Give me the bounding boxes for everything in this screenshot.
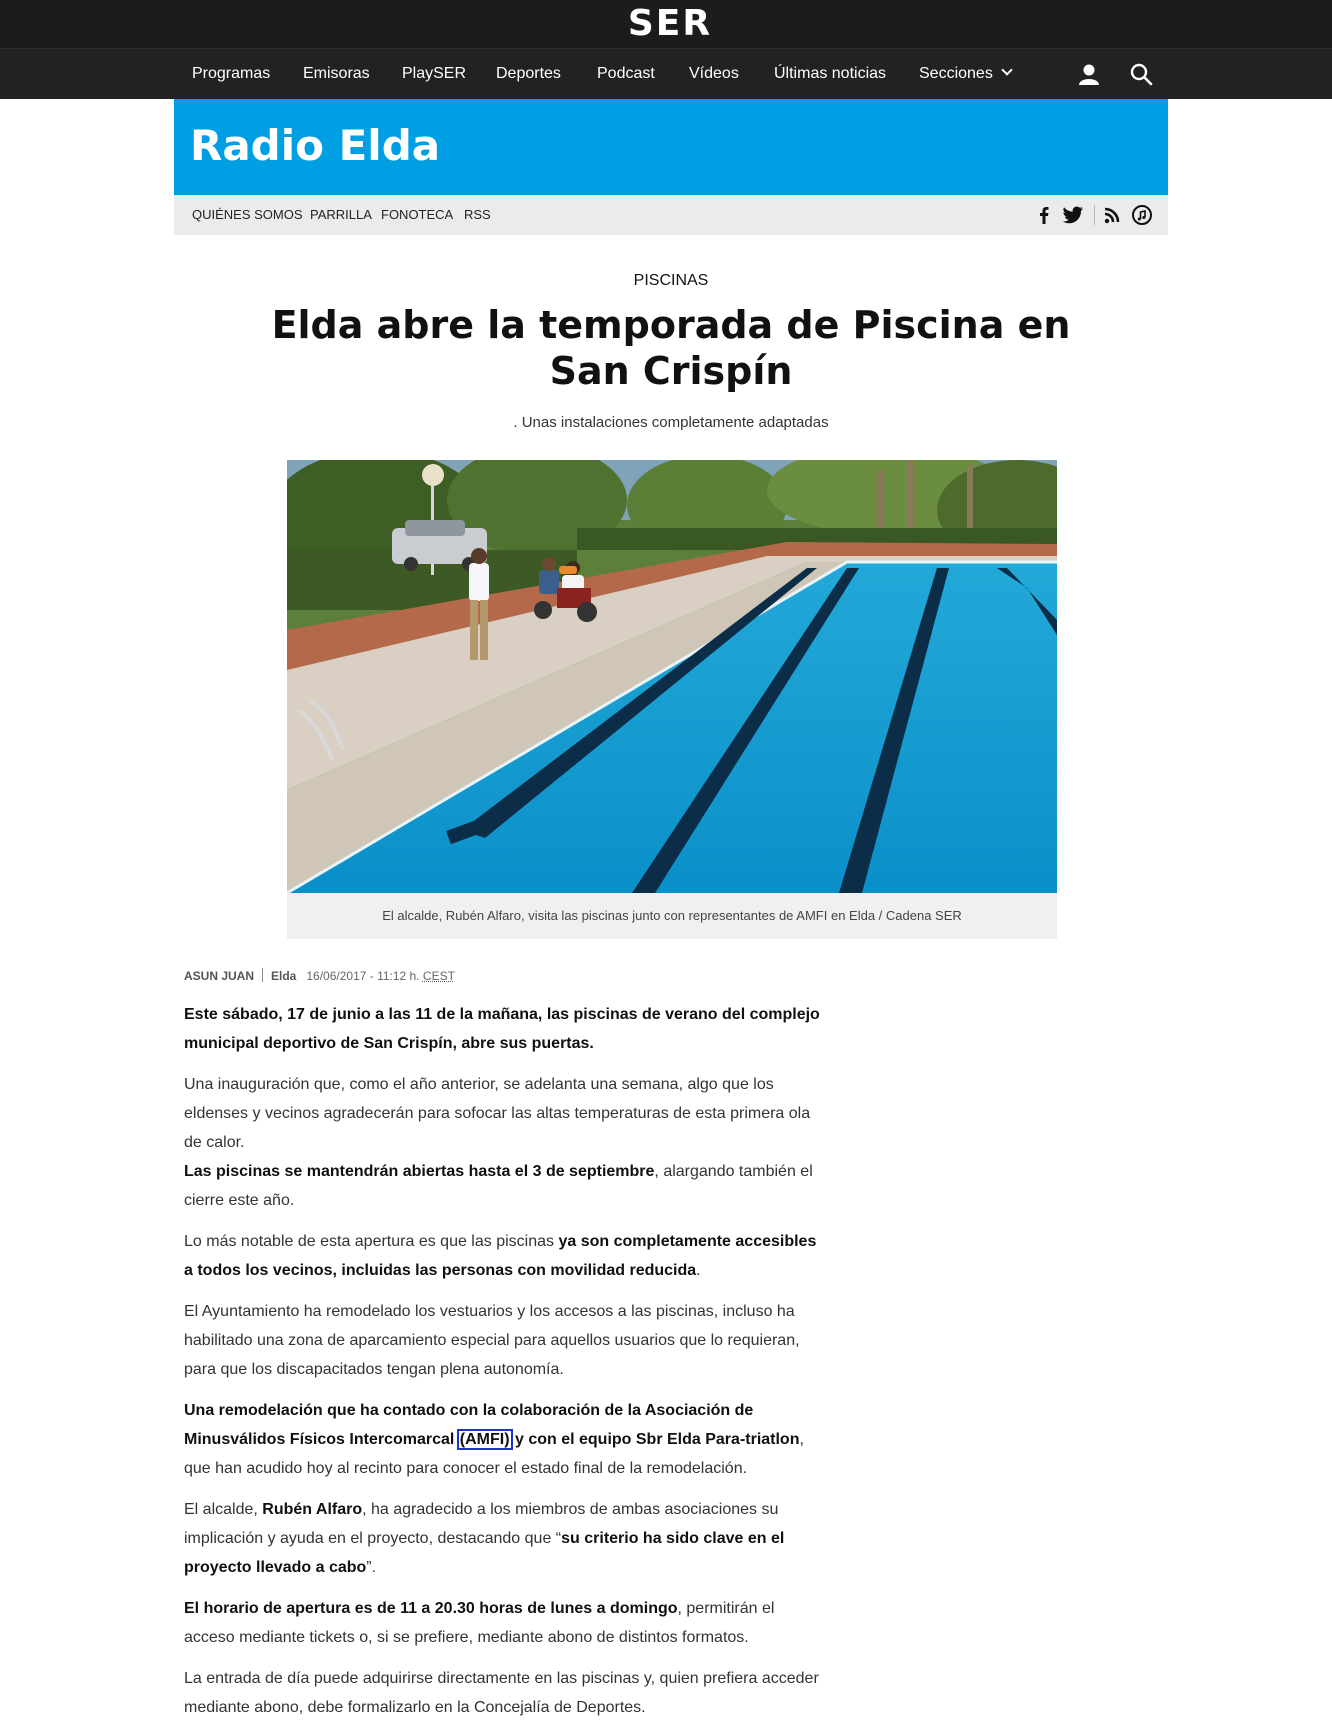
paragraph-4 xyxy=(184,1227,820,1285)
p8-bold: El horario de apertura es de 11 a 20.30 horas de lunes a domingo xyxy=(184,1600,678,1617)
byline xyxy=(184,968,455,983)
subnav-rss[interactable]: RSS xyxy=(464,207,491,222)
chevron-down-icon xyxy=(1001,64,1012,75)
p1-bold: Este sábado, 17 de junio a las 11 de la mañana, las piscinas de verano del complejo municipal deportivo de San Crispín, abre sus puertas. xyxy=(184,1006,820,1052)
paragraph-2: Una inauguración que, como el año anterior, se adelanta una semana, algo que los eldenses y vecinos agradecerán para sofocar las altas temperaturas de esta primera ola de calor. xyxy=(184,1076,811,1151)
p4-bold: ya son completamente accesibles a todos los vecinos, incluidas las personas con movilidad reducida xyxy=(184,1233,817,1279)
paragraph-3 xyxy=(184,1157,820,1215)
subnav-parrilla[interactable]: PARRILLA xyxy=(310,207,372,222)
nav-deportes[interactable]: Deportes xyxy=(496,65,561,82)
p6-bold-a: Una remodelación que ha contado con la colaboración de la Asociación de Minusválidos Físicos Intercomarcal xyxy=(184,1402,754,1448)
article-body xyxy=(184,1000,820,1729)
paragraph-5: El Ayuntamiento ha remodelado los vestuarios y los accesos a las piscinas, incluso ha habilitado una zona de aparcamiento especial para aquellos usuarios que lo requieran, para que los discapacitados tengan plena autonomía. xyxy=(184,1303,800,1378)
main-nav xyxy=(0,48,1332,99)
paragraph-6 xyxy=(184,1396,820,1483)
p7-a: El alcalde, xyxy=(184,1501,263,1518)
twitter-icon[interactable] xyxy=(1061,203,1085,227)
p4-end: . xyxy=(696,1262,701,1279)
article-headline: Elda abre la temporada de Piscina en San Crispín xyxy=(271,303,1071,393)
subnav-quienes-somos[interactable]: QUIÉNES SOMOS xyxy=(192,207,303,222)
byline-location: Elda xyxy=(271,969,297,983)
p7-b: , ha agradecido a los miembros de ambas asociaciones su implicación y ayuda en el proyecto, destacando que “ xyxy=(184,1501,779,1547)
p7-name: Rubén Alfaro xyxy=(262,1501,363,1518)
paragraph-9: La entrada de día puede adquirirse directamente en las piscinas y, quien prefiera acceder mediante abono, debe formalizarlo en la Concejalía de Deportes. xyxy=(184,1670,819,1716)
nav-podcast[interactable]: Podcast xyxy=(597,65,655,82)
byline-timezone: CEST xyxy=(422,969,455,983)
nav-programas[interactable]: Programas xyxy=(192,65,271,82)
p7-end: ”. xyxy=(366,1559,377,1576)
nav-videos[interactable]: Vídeos xyxy=(689,65,739,82)
nav-ultimas-noticias[interactable]: Últimas noticias xyxy=(774,65,887,82)
author-name[interactable]: ASUN JUAN xyxy=(184,969,255,983)
byline-divider xyxy=(262,968,263,982)
facebook-icon[interactable] xyxy=(1032,203,1056,227)
p6-rest: , que han acudido hoy al recinto para conocer el estado final de la remodelación. xyxy=(184,1431,804,1477)
subnav-fonoteca[interactable]: FONOTECA xyxy=(381,207,454,222)
byline-date: 16/06/2017 - 11:12 h. xyxy=(306,969,420,983)
ser-logo[interactable]: SER xyxy=(627,3,713,44)
p8-rest: , permitirán el acceso mediante tickets o, si se prefiere, mediante abono de distintos formatos. xyxy=(184,1600,775,1646)
article-subtitle: . Unas instalaciones completamente adaptadas xyxy=(513,414,829,431)
rss-icon[interactable] xyxy=(1100,203,1124,227)
article-kicker[interactable]: PISCINAS xyxy=(633,272,709,289)
paragraph-1 xyxy=(184,1000,820,1058)
station-header xyxy=(174,99,1168,195)
amfi-link[interactable]: (AMFI) xyxy=(459,1431,510,1448)
station-subnav xyxy=(174,195,1168,235)
p4-a: Lo más notable de esta apertura es que las piscinas xyxy=(184,1233,559,1250)
nav-playser[interactable]: PlaySER xyxy=(402,65,467,82)
nav-emisoras[interactable]: Emisoras xyxy=(303,65,370,82)
itunes-icon[interactable] xyxy=(1130,203,1154,227)
p3-rest: , alargando también el cierre este año. xyxy=(184,1163,813,1209)
social-divider xyxy=(1094,205,1095,225)
user-icon[interactable] xyxy=(1076,61,1102,87)
p6-bold-b: y con el equipo Sbr Elda Para-triatlon xyxy=(510,1431,800,1448)
station-title[interactable]: Radio Elda xyxy=(190,121,441,170)
search-icon[interactable] xyxy=(1128,61,1154,87)
brand-bar xyxy=(0,0,1332,48)
photo-caption: El alcalde, Rubén Alfaro, visita las piscinas junto con representantes de AMFI en Elda / Cadena SER xyxy=(287,893,1057,939)
p7-quote: su criterio ha sido clave en el proyecto llevado a cabo xyxy=(184,1530,785,1576)
paragraph-8 xyxy=(184,1594,820,1652)
nav-secciones[interactable] xyxy=(919,49,1011,99)
nav-secciones-label: Secciones xyxy=(919,65,993,82)
article-photo[interactable] xyxy=(287,460,1057,893)
paragraph-7 xyxy=(184,1495,820,1582)
p3-bold: Las piscinas se mantendrán abiertas hasta el 3 de septiembre xyxy=(184,1163,655,1180)
